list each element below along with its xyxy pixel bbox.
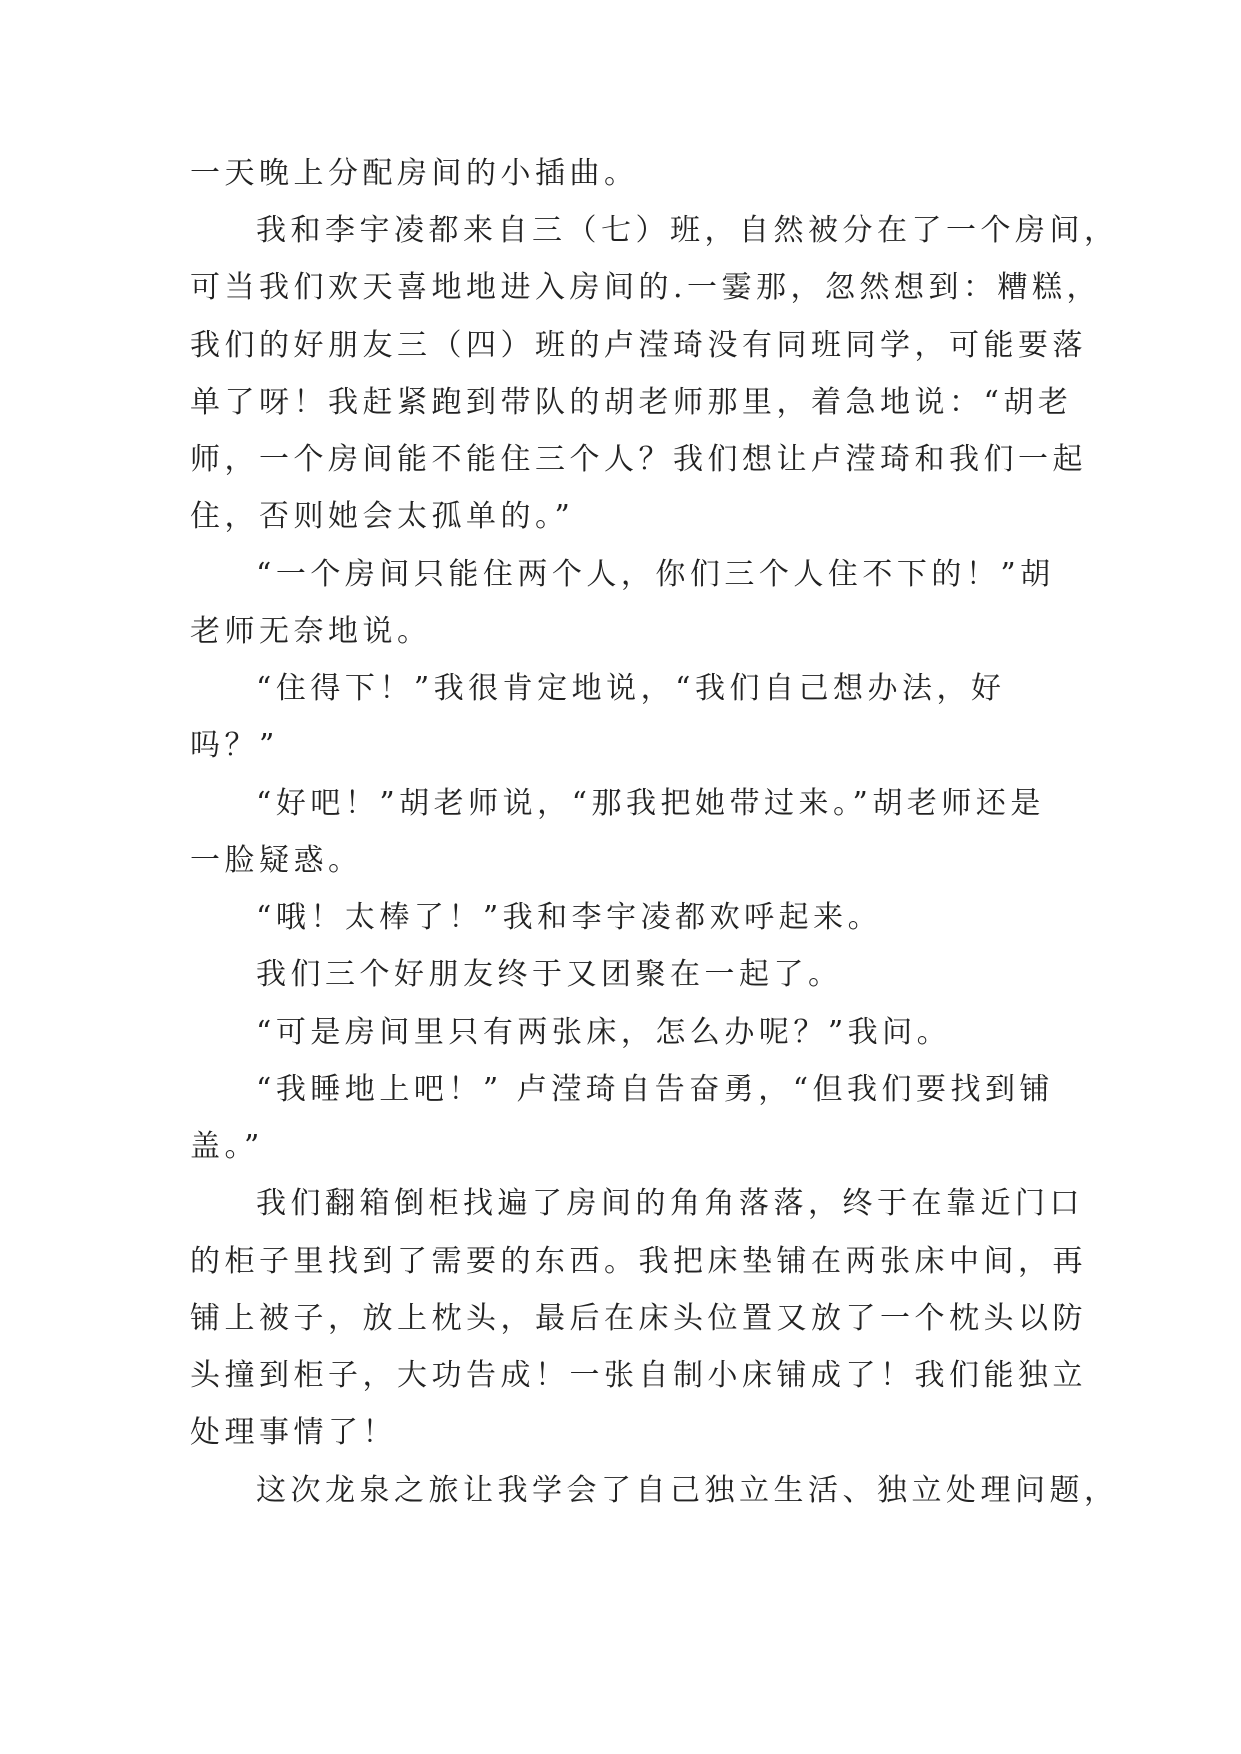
text-line: 我们的好朋友三（四）班的卢滢琦没有同班同学，可能要落: [190, 328, 1087, 363]
text-line: 我和李宇凌都来自三（七）班，自然被分在了一个房间，: [256, 213, 1119, 248]
text-line: 吗？”: [190, 728, 279, 763]
text-line: 我们三个好朋友终于又团聚在一起了。: [256, 957, 843, 992]
text-line: 这次龙泉之旅让我学会了自己独立生活、独立处理问题，: [256, 1473, 1119, 1508]
text-line: “可是房间里只有两张床，怎么办呢？”我问。: [256, 1015, 952, 1050]
text-line: 一脸疑惑。: [190, 843, 363, 878]
text-line: “好吧！”胡老师说，“那我把她带过来。”胡老师还是: [256, 786, 1045, 821]
text-line: 铺上被子，放上枕头，最后在床头位置又放了一个枕头以防: [190, 1301, 1087, 1336]
text-line: 老师无奈地说。: [190, 614, 432, 649]
text-line: 处理事情了！: [190, 1415, 397, 1450]
text-line: 可当我们欢天喜地地进入房间的.一霎那，忽然想到：糟糕，: [190, 270, 1102, 305]
text-line: 的柜子里找到了需要的东西。我把床垫铺在两张床中间，再: [190, 1244, 1087, 1279]
text-line: 住，否则她会太孤单的。”: [190, 499, 575, 534]
text-line: 头撞到柜子，大功告成！一张自制小床铺成了！我们能独立: [190, 1358, 1087, 1393]
text-line: 一天晚上分配房间的小插曲。: [190, 156, 639, 191]
text-line: 师，一个房间能不能住三个人？我们想让卢滢琦和我们一起: [190, 442, 1087, 477]
text-line: 单了呀！我赶紧跑到带队的胡老师那里，着急地说：“胡老: [190, 385, 1073, 420]
text-line: “我睡地上吧！” 卢滢琦自告奋勇，“但我们要找到铺: [256, 1072, 1055, 1107]
text-line: 盖。”: [190, 1129, 264, 1164]
text-line: 我们翻箱倒柜找遍了房间的角角落落，终于在靠近门口: [256, 1186, 1084, 1221]
text-line: “哦！太棒了！”我和李宇凌都欢呼起来。: [256, 900, 883, 935]
text-line: “一个房间只能住两个人，你们三个人住不下的！”胡: [256, 557, 1055, 592]
text-line: “住得下！”我很肯定地说，“我们自己想办法，好: [256, 671, 1006, 706]
